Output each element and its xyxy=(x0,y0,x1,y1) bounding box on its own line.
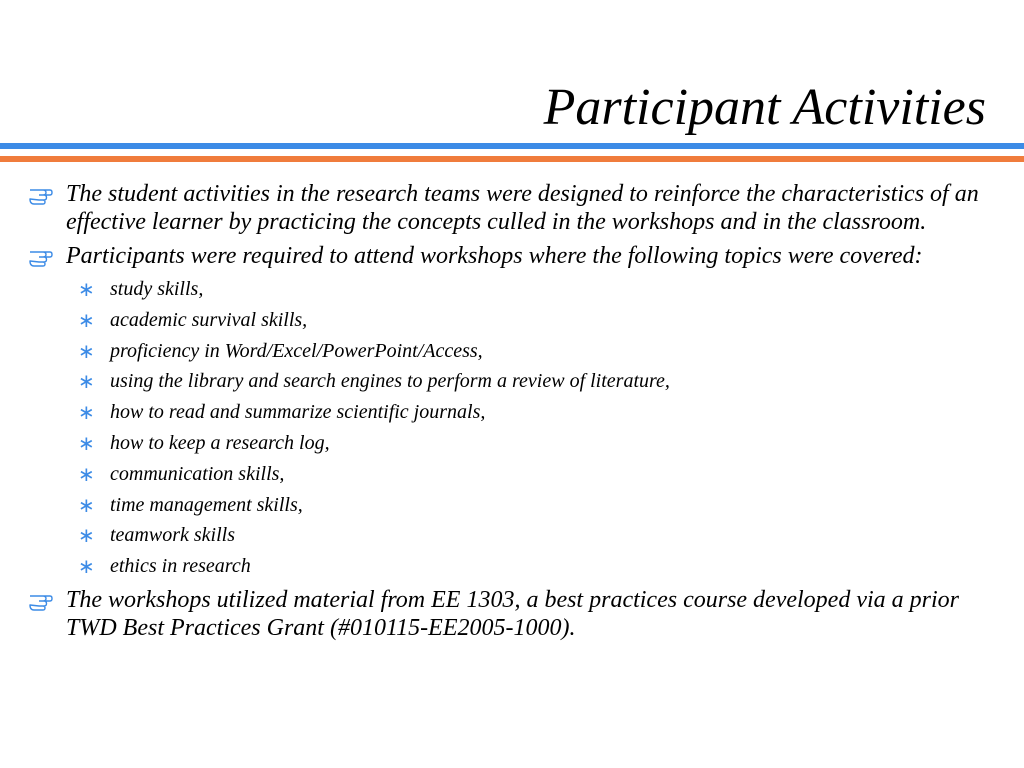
list-item: ∗ communication skills, xyxy=(28,459,998,490)
asterisk-bullet-icon: ∗ xyxy=(78,369,95,394)
pointing-hand-icon xyxy=(28,182,54,206)
bullet-text: The student activities in the research teams were designed to reinforce the characteristics of an effective learner by practicing the concepts culled in the workshops and in the classroom. xyxy=(66,181,979,235)
bullet-text: The workshops utilized material from EE 1303, a best practices course developed via a prior TWD Best Practices Grant (#010115-EE2005-1000). xyxy=(66,586,960,641)
bullet-item xyxy=(28,586,998,642)
asterisk-bullet-icon: ∗ xyxy=(78,338,95,363)
asterisk-bullet-icon: ∗ xyxy=(78,554,95,579)
list-item: ∗ academic survival skills, xyxy=(28,305,998,336)
bullet-item xyxy=(28,242,998,270)
slide-title: Participant Activities xyxy=(543,79,986,136)
list-item: ∗ time management skills, xyxy=(28,490,998,521)
title-rule-orange xyxy=(0,156,1024,162)
asterisk-bullet-icon: ∗ xyxy=(78,523,95,548)
list-item: ∗ ethics in research xyxy=(28,551,998,582)
list-item: ∗ how to read and summarize scientific journals, xyxy=(28,397,998,428)
list-item: ∗ proficiency in Word/Excel/PowerPoint/Access, xyxy=(28,336,998,367)
pointing-hand-icon xyxy=(28,244,54,268)
list-item: ∗ using the library and search engines to perform a review of literature, xyxy=(28,366,998,397)
slide-body xyxy=(28,180,998,642)
asterisk-bullet-icon: ∗ xyxy=(78,461,95,486)
asterisk-bullet-icon: ∗ xyxy=(78,492,95,517)
bullet-text: Participants were required to attend workshops where the following topics were covered: xyxy=(66,243,923,269)
list-item: ∗ study skills, xyxy=(28,274,998,305)
topics-list xyxy=(28,274,998,582)
title-rule-blue xyxy=(0,143,1024,149)
asterisk-bullet-icon: ∗ xyxy=(78,430,95,455)
asterisk-bullet-icon: ∗ xyxy=(78,307,95,332)
pointing-hand-icon xyxy=(28,588,54,612)
asterisk-bullet-icon: ∗ xyxy=(78,400,95,425)
asterisk-bullet-icon: ∗ xyxy=(78,277,95,301)
list-item: ∗ teamwork skills xyxy=(28,520,998,551)
bullet-item xyxy=(28,180,998,236)
list-item: ∗ how to keep a research log, xyxy=(28,428,998,459)
